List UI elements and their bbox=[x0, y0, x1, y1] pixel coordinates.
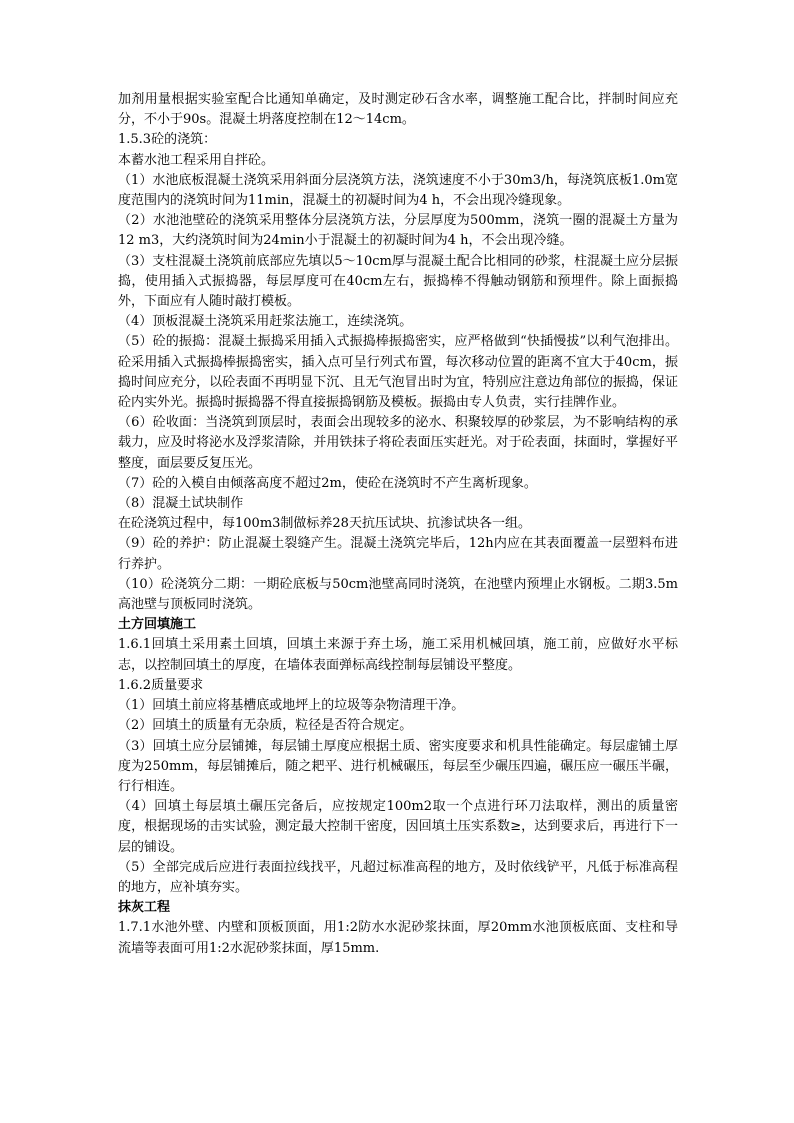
list-item: （4）回填土每层填土碾压完备后，应按规定100m2取一个点进行环刀法取样，测出的质量密度，根据现场的击实试验，测定最大控制干密度，因回填土压实系数≥，达到要求后，再进行下一层的铺设。 bbox=[118, 799, 678, 855]
section-heading: 抹灰工程 bbox=[118, 900, 171, 916]
section-number-1-5-3: 1.5.3砼的浇筑： bbox=[118, 132, 217, 148]
document-body bbox=[118, 90, 678, 959]
list-item: （5）砼的振捣：混凝土振捣采用插入式振捣棒振捣密实，应严格做到“快插慢拔”以利气泡排出。砼采用插入式振捣棒振捣密实，插入点可呈行列式布置，每次移动位置的距离不宜大于40cm，振捣时间应充分，以砼表面不再明显下沉、且无气泡冒出时为宜，特别应注意边角部位的振捣，保证砼内实外光。振捣时振捣器不得直接振捣钢筋及模板。振捣由专人负责，实行挂牌作业。 bbox=[118, 334, 678, 411]
section-heading: 土方回填施工 bbox=[118, 617, 197, 633]
list-item: （7）砼的入模自由倾落高度不超过2m，使砼在浇筑时不产生离析现象。 bbox=[118, 475, 537, 491]
paragraph: 加剂用量根据实验室配合比通知单确定，及时测定砂石含水率，调整施工配合比，拌制时间应充分，不小于90s。混凝土坍落度控制在12～14cm。 bbox=[118, 92, 678, 128]
list-item: （6）砼收面：当浇筑到顶层时，表面会出现较多的泌水、积聚较厚的砂浆层，为不影响结构的承载力，应及时将泌水及浮浆清除，并用铁抹子将砼表面压实赶光。对于砼表面，抹面时，掌握好平整度，面层要反复压光。 bbox=[118, 415, 678, 471]
list-item: （1）回填土前应将基槽底或地坪上的垃圾等杂物清理干净。 bbox=[118, 698, 465, 714]
paragraph: 在砼浇筑过程中，每100m3制做标养28天抗压试块、抗渗试块各一组。 bbox=[118, 516, 531, 532]
list-item: （2）水池池壁砼的浇筑采用整体分层浇筑方法，分层厚度为500mm，浇筑一圈的混凝土方量为12 m3，大约浇筑时间为24min小于混凝土的初凝时间为4 h，不会出现冷缝。 bbox=[118, 213, 678, 249]
list-item: （3）回填土应分层铺摊，每层铺土厚度应根据土质、密实度要求和机具性能确定。每层虚铺土厚度为250mm，每层铺摊后，随之耙平、进行机械碾压，每层至少碾压四遍，碾压应一碾压半碾，行行相连。 bbox=[118, 738, 678, 794]
paragraph: 1.6.1回填土采用素土回填，回填土来源于弃土场，施工采用机械回填，施工前，应做好水平标志，以控制回填土的厚度，在墙体表面弹标高线控制每层铺设平整度。 bbox=[118, 637, 678, 673]
paragraph: 1.7.1水池外壁、内壁和顶板顶面，用1:2防水水泥砂浆抹面，厚20mm水池顶板底面、支柱和导流墙等表面可用1:2水泥砂浆抹面，厚15mm. bbox=[118, 920, 678, 956]
list-item: （1）水池底板混凝土浇筑采用斜面分层浇筑方法，浇筑速度不小于30m3/h，每浇筑底板1.0m宽度范围内的浇筑时间为11min，混凝土的初凝时间为4 h，不会出现冷缝现象。 bbox=[118, 172, 678, 209]
list-item: （3）支柱混凝土浇筑前底部应先填以5～10cm厚与混凝土配合比相同的砂浆，柱混凝土应分层振捣，使用插入式振捣器，每层厚度可在40cm左右，振捣棒不得触动钢筋和预埋件。除上面振捣外，下面应有人随时敲打模板。 bbox=[118, 253, 678, 310]
paragraph: 本蓄水池工程采用自拌砼。 bbox=[118, 152, 275, 168]
list-item: （8）混凝土试块制作 bbox=[118, 496, 244, 512]
list-item: （10）砼浇筑分二期：一期砼底板与50cm池壁高同时浇筑，在池壁内预埋止水钢板。二期3.5m高池壁与顶板同时浇筑。 bbox=[118, 576, 678, 613]
list-item: （9）砼的养护：防止混凝土裂缝产生。混凝土浇筑完毕后，12h内应在其表面覆盖一层塑料布进行养护。 bbox=[118, 536, 678, 572]
section-number-1-6-2: 1.6.2质量要求 bbox=[118, 677, 204, 693]
list-item: （4）顶板混凝土浇筑采用赶浆法施工，连续浇筑。 bbox=[118, 314, 413, 330]
list-item: （2）回填土的质量有无杂质，粒径是否符合规定。 bbox=[118, 718, 413, 734]
list-item: （5）全部完成后应进行表面拉线找平，凡超过标准高程的地方，及时依线铲平，凡低于标准高程的地方，应补填夯实。 bbox=[118, 859, 678, 895]
